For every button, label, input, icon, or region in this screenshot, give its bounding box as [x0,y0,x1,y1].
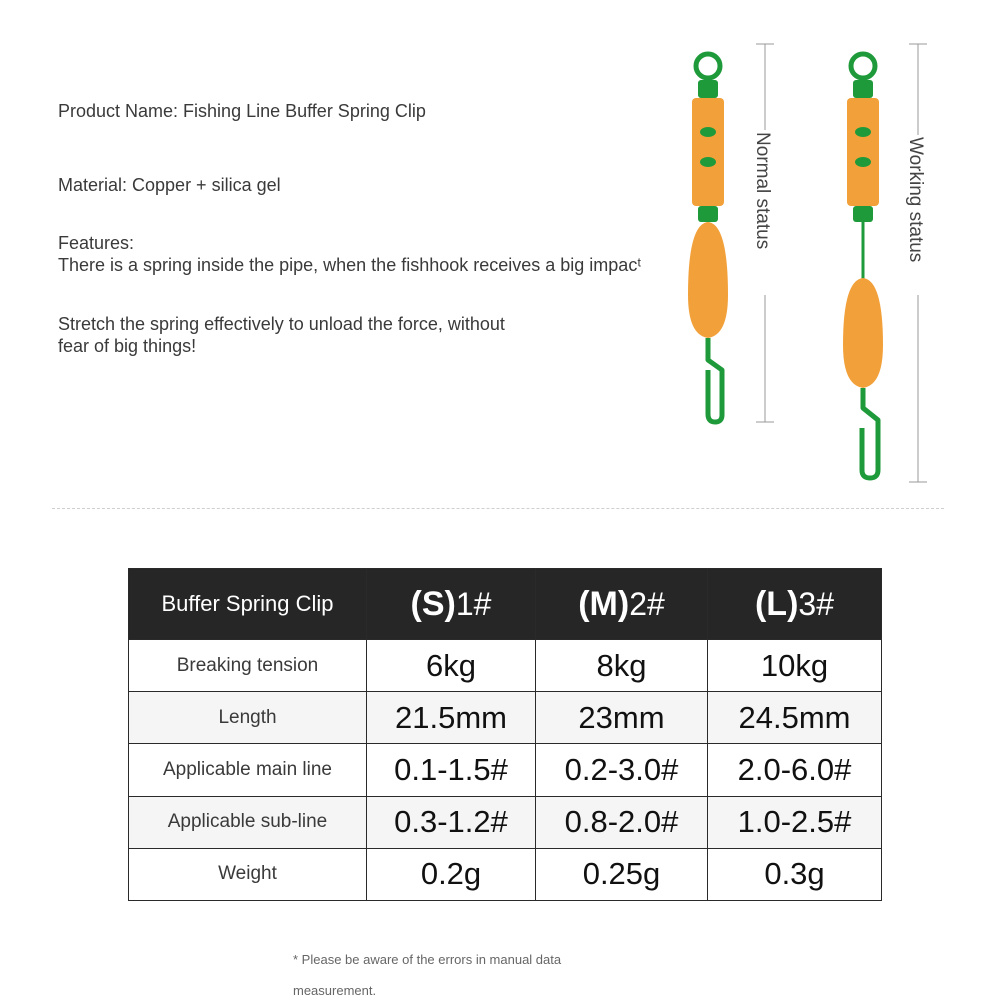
row-value: 10kg [708,640,882,692]
row-label: Weight [129,848,367,900]
table-header-row [129,569,882,640]
row-value: 0.8-2.0# [536,796,708,848]
stretch-text: Stretch the spring effectively to unload the force, without fear of big things! [58,314,505,356]
table-row [129,744,882,796]
table-row [129,692,882,744]
clip-normal-status [688,54,728,422]
row-value: 1.0-2.5# [708,796,882,848]
material-info: Material: Copper + silica gel [58,175,281,195]
features-title: Features: [58,233,135,253]
table-row [129,796,882,848]
row-value: 0.25g [536,848,708,900]
row-label: Applicable sub-line [129,796,367,848]
table-row [129,848,882,900]
row-value: 0.3-1.2# [367,796,536,848]
product-illustration [660,30,960,500]
features-section [58,232,658,276]
size-header-m: (M)2# [536,569,708,640]
row-value: 8kg [536,640,708,692]
row-value: 24.5mm [708,692,882,744]
row-value: 0.3g [708,848,882,900]
features-text: There is a spring inside the pipe, when the fishhook receives a big impacᵗ [58,255,642,275]
spec-table [128,568,882,901]
row-label: Breaking tension [129,640,367,692]
size-header-s: (S)1# [367,569,536,640]
clip-working-status [843,54,883,478]
row-value: 0.2g [367,848,536,900]
row-value: 23mm [536,692,708,744]
row-value: 0.1-1.5# [367,744,536,796]
table-row [129,640,882,692]
section-divider [52,508,944,509]
row-value: 6kg [367,640,536,692]
row-label: Applicable main line [129,744,367,796]
row-label: Length [129,692,367,744]
working-status-label: Working status [905,137,926,263]
size-header-l: (L)3# [708,569,882,640]
table-header-label: Buffer Spring Clip [129,569,367,640]
row-value: 21.5mm [367,692,536,744]
normal-status-label: Normal status [752,132,773,250]
row-value: 2.0-6.0# [708,744,882,796]
row-value: 0.2-3.0# [536,744,708,796]
measurement-note: * Please be aware of the errors in manual data measurement. [293,952,562,998]
product-name: Product Name: Fishing Line Buffer Spring Clip [58,101,426,121]
